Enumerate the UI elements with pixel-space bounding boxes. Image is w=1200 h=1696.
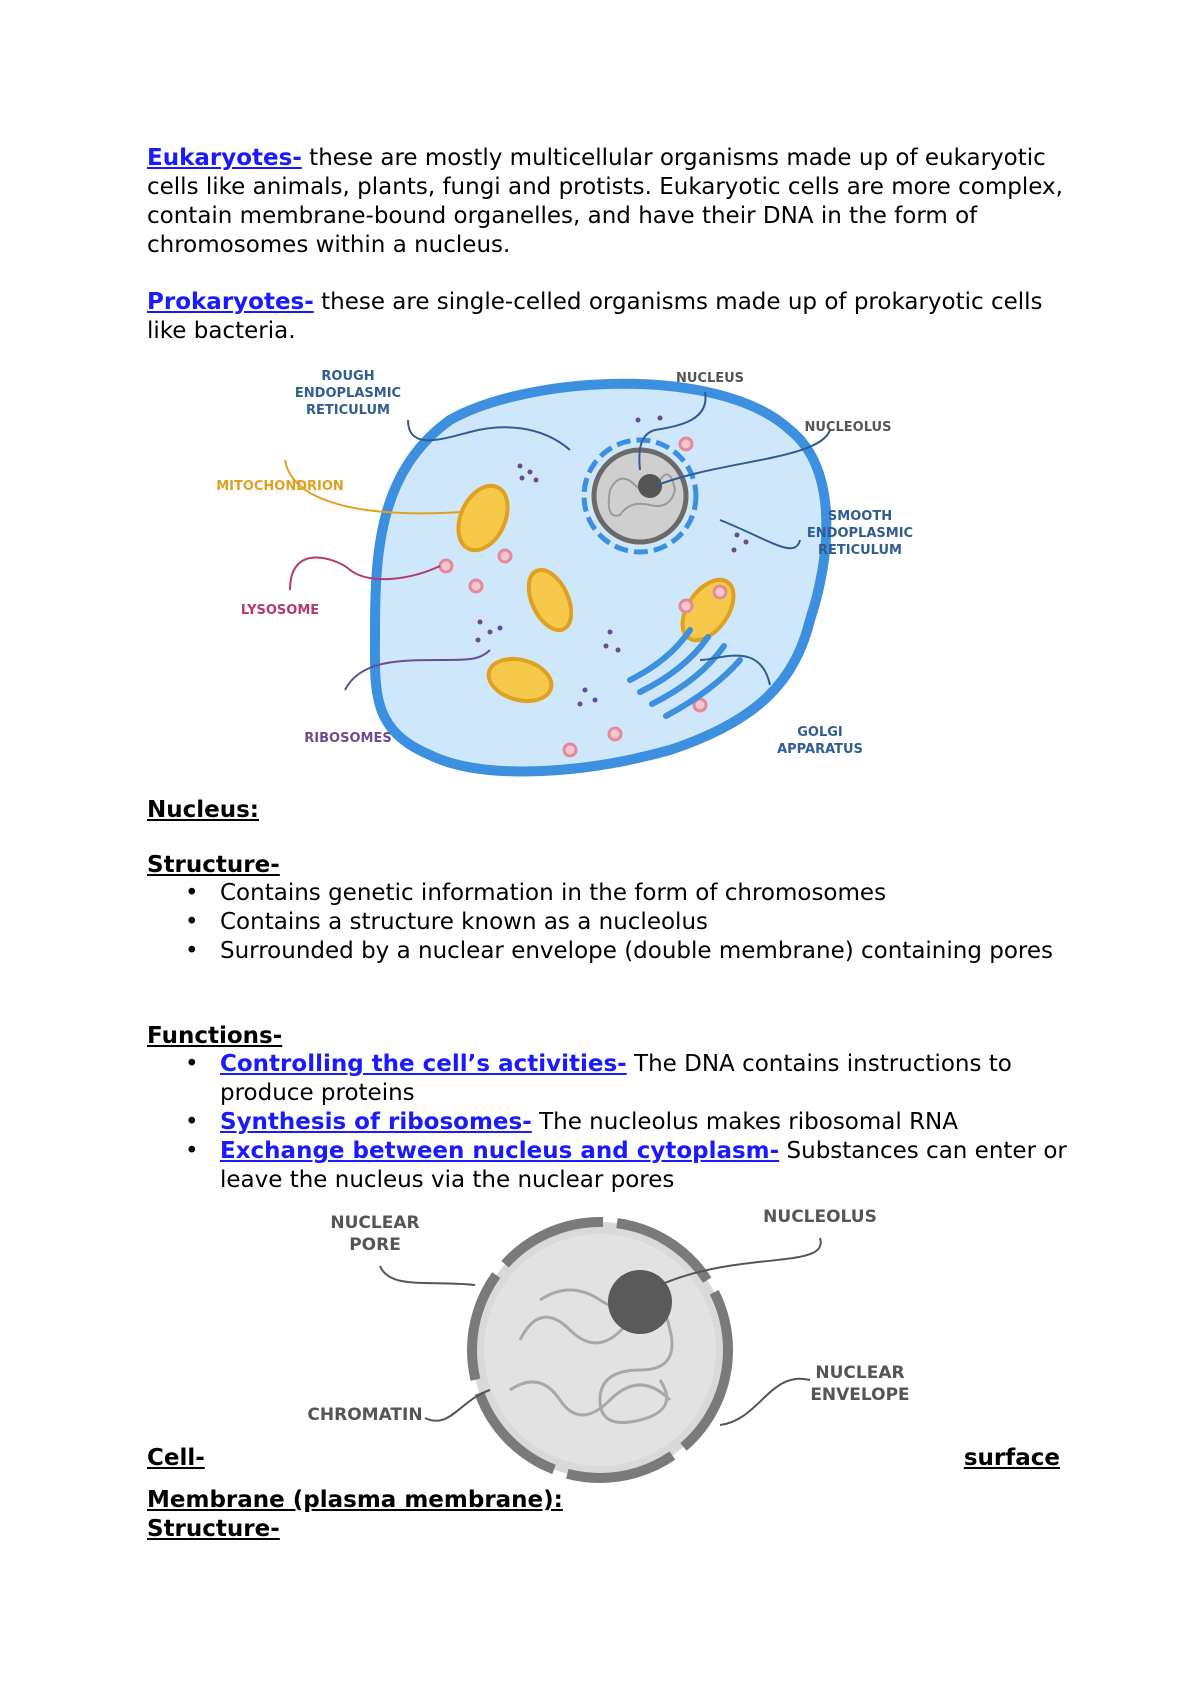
list-item: • Contains a structure known as a nucleolus bbox=[185, 909, 708, 935]
prokaryotes-term[interactable]: Prokaryotes- bbox=[147, 289, 314, 315]
structure-list bbox=[147, 879, 1077, 966]
list-item: • Contains genetic information in the form of chromosomes bbox=[185, 880, 887, 906]
label-nuclear-envelope-2: ENVELOPE bbox=[810, 1385, 910, 1405]
structure-heading: Structure- bbox=[147, 852, 280, 878]
label-rough-er-3: RETICULUM bbox=[305, 403, 391, 418]
label-nucleolus: NUCLEOLUS bbox=[804, 420, 892, 435]
eukaryotes-term[interactable]: Eukaryotes- bbox=[147, 145, 302, 171]
membrane-title-row bbox=[147, 1444, 1060, 1473]
label-rough-er-2: ENDOPLASMIC bbox=[294, 386, 402, 401]
prokaryotes-paragraph bbox=[147, 288, 1067, 346]
function-term-link[interactable]: Controlling the cell’s activities- bbox=[220, 1051, 627, 1077]
label-golgi-1: GOLGI bbox=[797, 725, 843, 740]
label-nucleolus: NUCLEOLUS bbox=[763, 1207, 877, 1227]
eukaryotes-text: these are mostly multicellular organisms made up of eukaryotic cells like animals, plants, fungi and protists. Eukaryotic cells are more complex, contain membrane-bound organelles, and have their DNA in the form of chromosomes within a nucleus. bbox=[147, 145, 1063, 258]
label-ribosomes: RIBOSOMES bbox=[304, 731, 392, 746]
label-smooth-er-2: ENDOPLASMIC bbox=[806, 526, 914, 541]
functions-list bbox=[147, 1050, 1077, 1195]
label-lysosome: LYSOSOME bbox=[240, 603, 320, 618]
membrane-title-left: Cell- bbox=[147, 1445, 205, 1471]
list-item: • Synthesis of ribosomes- The nucleolus makes ribosomal RNA bbox=[185, 1109, 958, 1135]
label-nuclear-pore-1: NUCLEAR bbox=[330, 1213, 420, 1233]
function-term-link[interactable]: Exchange between nucleus and cytoplasm- bbox=[220, 1138, 780, 1164]
label-smooth-er-1: SMOOTH bbox=[827, 509, 893, 524]
membrane-title-right: surface bbox=[963, 1445, 1060, 1471]
label-nuclear-envelope-1: NUCLEAR bbox=[815, 1363, 905, 1383]
cell-membrane bbox=[375, 384, 826, 772]
label-golgi-2: APPARATUS bbox=[777, 742, 863, 757]
animal-cell-diagram bbox=[200, 360, 960, 800]
label-smooth-er-3: RETICULUM bbox=[817, 543, 903, 558]
nucleus-body bbox=[472, 1222, 728, 1478]
label-nucleus: NUCLEUS bbox=[675, 371, 745, 386]
label-mitochondrion: MITOCHONDRION bbox=[216, 479, 344, 494]
list-item: • Controlling the cell’s activities- The DNA contains instructions to produce proteins bbox=[185, 1051, 1012, 1106]
list-item: • Exchange between nucleus and cytoplasm- Substances can enter or leave the nucleus via the nuclear pores bbox=[185, 1138, 1067, 1193]
label-nuclear-pore-2: PORE bbox=[349, 1235, 401, 1255]
nucleus-title: Nucleus: bbox=[147, 797, 260, 823]
membrane-structure-heading: Structure- bbox=[147, 1516, 280, 1542]
membrane-title-line2: Membrane (plasma membrane): bbox=[147, 1487, 563, 1513]
functions-heading: Functions- bbox=[147, 1023, 283, 1049]
eukaryotes-paragraph bbox=[147, 144, 1067, 260]
label-chromatin: CHROMATIN bbox=[307, 1405, 423, 1425]
function-term-link[interactable]: Synthesis of ribosomes- bbox=[220, 1109, 532, 1135]
label-rough-er-1: ROUGH bbox=[321, 369, 375, 384]
list-item: • Surrounded by a nuclear envelope (double membrane) containing pores bbox=[185, 938, 1054, 964]
prokaryotes-text: these are single-celled organisms made up of prokaryotic cells like bacteria. bbox=[147, 289, 1043, 344]
